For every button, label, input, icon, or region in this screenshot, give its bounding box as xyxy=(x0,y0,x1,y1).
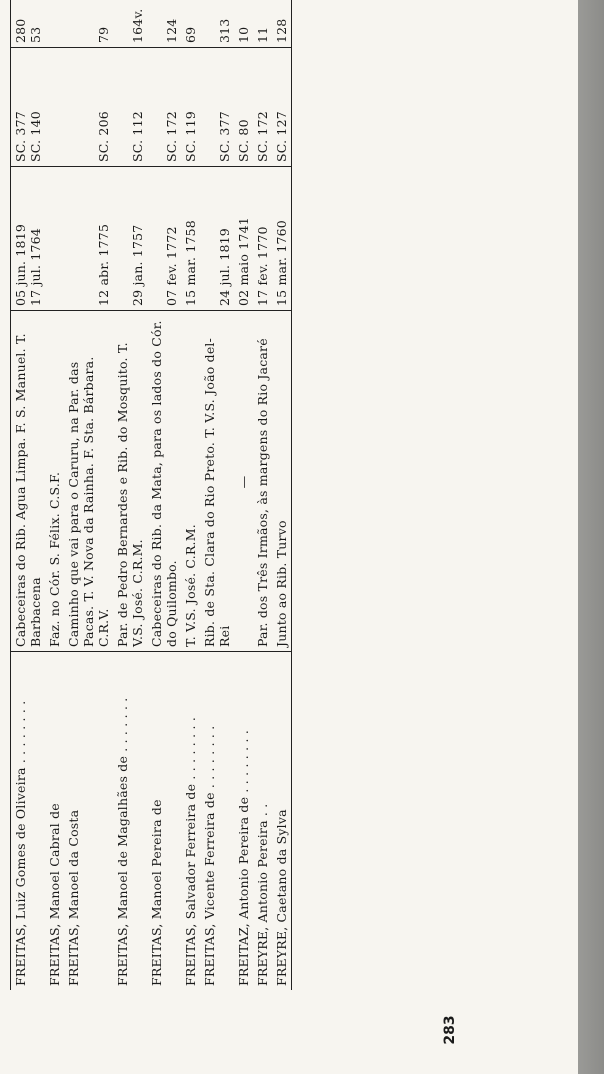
grantee-name: FREITAS, Salvador Ferreira de . . . . . . . . xyxy=(181,652,200,991)
location: Faz. no Cór. S. Félix. C.S.F. xyxy=(45,311,64,652)
table-row xyxy=(45,0,64,990)
folio: 69 xyxy=(183,26,198,43)
grantee-name: FREITAS, Manoel da Costa xyxy=(64,652,113,991)
page-edge-strip xyxy=(578,0,604,1074)
table-row xyxy=(181,0,200,990)
page-number: 283 xyxy=(442,1015,458,1045)
reference: SC. 377 SC. 140 xyxy=(11,48,46,167)
folio: 79 xyxy=(96,26,111,43)
location: Junto ao Rib. Turvo xyxy=(272,311,292,652)
table-row xyxy=(253,0,272,990)
grant-date xyxy=(45,167,64,311)
folio: 124 xyxy=(164,18,179,43)
location: Cabeceiras do Rib. Agua Limpa. F. S. Manuel. T. Barbacena xyxy=(11,311,46,652)
grant-date: 15 mar. 1758 xyxy=(181,167,200,311)
location: Par. dos Três Irmãos, às margens do Rio Jacaré xyxy=(253,311,272,652)
table-row xyxy=(200,0,234,990)
location: Rib. de Sta. Clara do Rio Preto. T. V.S. João del-Rei xyxy=(200,311,234,652)
folio: 164v. xyxy=(130,8,145,43)
grant-date: 07 fev. 1772 xyxy=(147,167,181,311)
folio: 313 xyxy=(217,18,232,43)
grant-date: 29 jan. 1757 xyxy=(113,167,147,311)
grant-date: 02 maio 1741 xyxy=(234,167,253,311)
table-row xyxy=(272,0,292,990)
reference: SC. 127 xyxy=(272,48,292,167)
folio xyxy=(45,0,64,48)
table-row xyxy=(147,0,181,990)
reference: SC. 172 xyxy=(253,48,272,167)
sesmarias-table xyxy=(10,0,292,990)
reference: SC. 172 xyxy=(147,48,181,167)
location: — xyxy=(234,311,253,652)
table-row xyxy=(11,0,46,990)
table-row xyxy=(113,0,147,990)
reference: SC. 377 xyxy=(200,48,234,167)
reference: SC. 206 xyxy=(64,48,113,167)
location: Cabeceiras do Rib. da Mata, para os lados do Cór. do Quilombo. xyxy=(147,311,181,652)
grant-date: 17 fev. 1770 xyxy=(253,167,272,311)
folio: 11 xyxy=(255,26,270,43)
grantee-name: FREITAZ, Antonio Pereira de . . . . . . . . xyxy=(234,652,253,991)
reference: SC. 80 xyxy=(234,48,253,167)
rotated-content xyxy=(10,10,490,990)
grantee-name: FREITAS, Manoel Pereira de xyxy=(147,652,181,991)
folio: 128 xyxy=(272,0,292,48)
reference: SC. 112 xyxy=(113,48,147,167)
reference xyxy=(45,48,64,167)
location: Caminho que vai para o Caruru, na Par. das Pacas. T. V. Nova da Rainha. F. Sta. Bárbara. C.R.V. xyxy=(64,311,113,652)
reference: SC. 119 xyxy=(181,48,200,167)
grantee-name: FREITAS, Vicente Ferreira de . . . . . . . . xyxy=(200,652,234,991)
grant-date: 24 jul. 1819 xyxy=(200,167,234,311)
grant-date: 05 jun. 1819 17 jul. 1764 xyxy=(11,167,46,311)
grantee-name: FREITAS, Manoel Cabral de xyxy=(45,652,64,991)
grant-date: 12 abr. 1775 xyxy=(64,167,113,311)
location: T. V.S. José. C.R.M. xyxy=(181,311,200,652)
location: Par. de Pedro Bernardes e Rib. do Mosquito. T. V.S. José. C.R.M. xyxy=(113,311,147,652)
folio: 10 xyxy=(236,26,251,43)
grantee-name: FREITAS, Manoel de Magalhães de . . . . . . . xyxy=(113,652,147,991)
grantee-name: FREITAS, Luiz Gomes de Oliveira . . . . . . . . xyxy=(11,652,46,991)
grantee-name: FREYRE, Caetano da Sylva xyxy=(272,652,292,991)
table-row xyxy=(234,0,253,990)
grantee-name: FREYRE, Antonio Pereira . . xyxy=(253,652,272,991)
grant-date: 15 mar. 1760 xyxy=(272,167,292,311)
table-row xyxy=(64,0,113,990)
folio: 280 53 xyxy=(11,0,46,48)
